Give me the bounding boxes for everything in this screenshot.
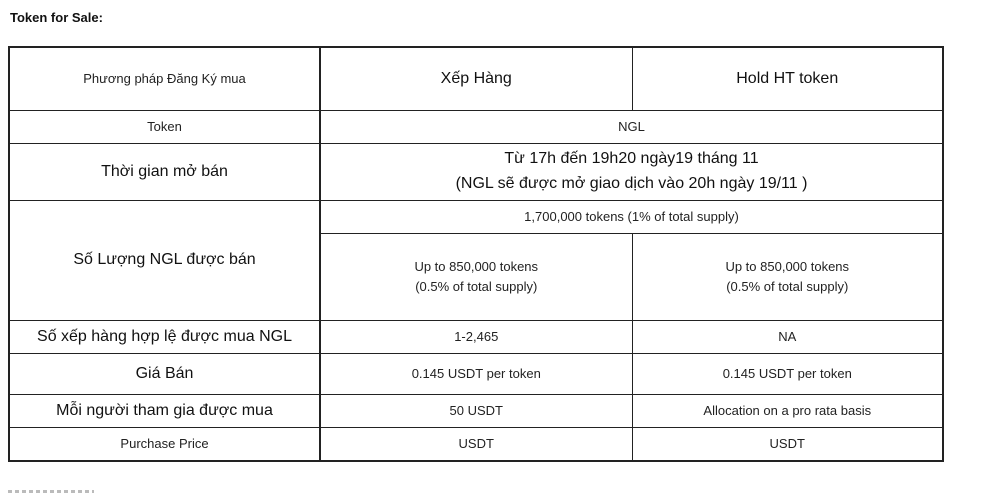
purchase-queue-cell: USDT [320,428,632,462]
rank-label-cell: Số xếp hàng hợp lệ được mua NGL [9,321,320,354]
table-row-token [9,111,943,144]
rank-queue-cell: 1-2,465 [320,321,632,354]
table-row-purchase-price [9,428,943,462]
table-row-time [9,144,943,201]
table-row-rank [9,321,943,354]
table-row-price [9,354,943,395]
price-queue-cell: 0.145 USDT per token [320,354,632,395]
token-value-cell: NGL [320,111,943,144]
token-sale-table [8,46,944,462]
allocation-hold-cell: Allocation on a pro rata basis [632,395,943,428]
time-line-1: Từ 17h đến 19h20 ngày19 tháng 11 [504,150,759,168]
price-label-cell: Giá Bán [9,354,320,395]
purchase-label-cell: Purchase Price [9,428,320,462]
time-value-cell [320,144,943,201]
table-row-allocation [9,395,943,428]
queue-column-header: Xếp Hàng [320,47,632,111]
quantity-queue-line-1: Up to 850,000 tokens [414,258,539,274]
hold-ht-column-header: Hold HT token [632,47,943,111]
allocation-queue-cell: 50 USDT [320,395,632,428]
quantity-hold-line-1: Up to 850,000 tokens [725,258,850,274]
time-label-cell: Thời gian mở bán [9,144,320,201]
quantity-hold-cell [632,234,943,321]
quantity-total-cell: 1,700,000 tokens (1% of total supply) [320,201,943,234]
rank-hold-cell: NA [632,321,943,354]
allocation-label-cell: Mỗi người tham gia được mua [9,395,320,428]
quantity-hold-line-2: (0.5% of total supply) [726,279,849,294]
quantity-queue-line-2: (0.5% of total supply) [415,279,538,294]
table-row-quantity-total [9,201,943,234]
purchase-hold-cell: USDT [632,428,943,462]
quantity-label-cell: Số Lượng NGL được bán [9,201,320,321]
time-line-2: (NGL sẽ được mở giao dịch vào 20h ngày 19/11 ) [455,175,808,192]
method-label-cell: Phương pháp Đăng Ký mua [9,47,320,111]
token-label-cell: Token [9,111,320,144]
table-row-header [9,47,943,111]
quantity-queue-cell [320,234,632,321]
price-hold-cell: 0.145 USDT per token [632,354,943,395]
section-heading: Token for Sale: [10,10,103,25]
cut-off-text-hint [8,484,98,495]
